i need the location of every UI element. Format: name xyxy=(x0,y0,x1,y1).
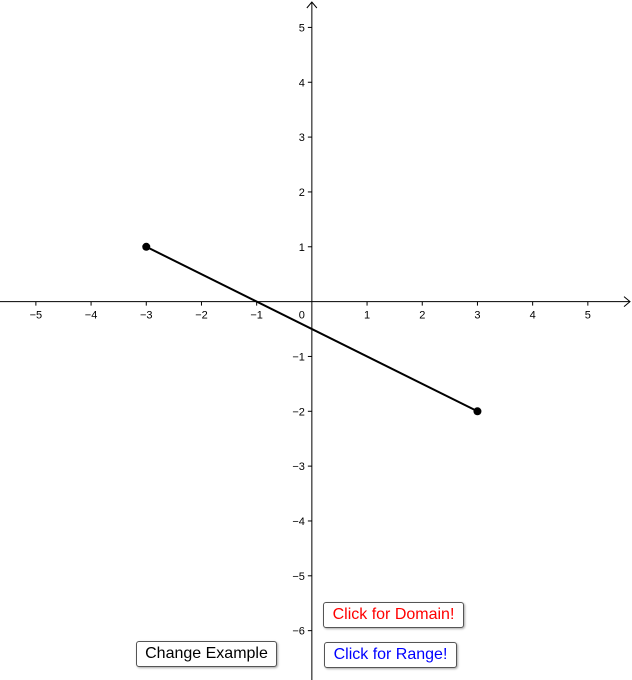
axis-tick-labels xyxy=(30,22,591,637)
y-tick-label: 5 xyxy=(298,22,305,35)
y-tick-label: −4 xyxy=(292,515,305,528)
change-example-button[interactable]: Change Example xyxy=(136,641,277,667)
axes xyxy=(0,2,630,680)
x-tick-label: −3 xyxy=(139,309,153,322)
y-tick-label: 2 xyxy=(298,186,305,199)
origin-label: 0 xyxy=(298,309,305,322)
y-tick-label: −1 xyxy=(292,351,305,364)
x-tick-label: 4 xyxy=(529,309,536,322)
click-for-domain-button[interactable]: Click for Domain! xyxy=(323,602,464,628)
x-tick-label: 5 xyxy=(584,309,591,322)
segment-start-point[interactable] xyxy=(142,243,150,251)
segment-end-point[interactable] xyxy=(473,407,481,415)
x-tick-label: −2 xyxy=(195,309,208,322)
y-tick-label: −6 xyxy=(292,625,305,638)
click-for-range-button[interactable]: Click for Range! xyxy=(324,642,457,668)
y-tick-label: 3 xyxy=(298,132,305,145)
y-tick-label: −3 xyxy=(292,461,305,474)
x-tick-label: −1 xyxy=(250,309,263,322)
y-tick-label: 1 xyxy=(298,241,305,254)
x-tick-label: 1 xyxy=(363,309,371,322)
x-tick-label: −5 xyxy=(29,309,43,322)
x-tick-label: 3 xyxy=(474,309,481,322)
x-tick-label: 2 xyxy=(419,309,426,322)
x-tick-label: −4 xyxy=(84,309,98,322)
y-tick-label: −5 xyxy=(292,570,305,583)
y-tick-label: −2 xyxy=(292,406,305,419)
y-tick-label: 4 xyxy=(298,77,305,90)
